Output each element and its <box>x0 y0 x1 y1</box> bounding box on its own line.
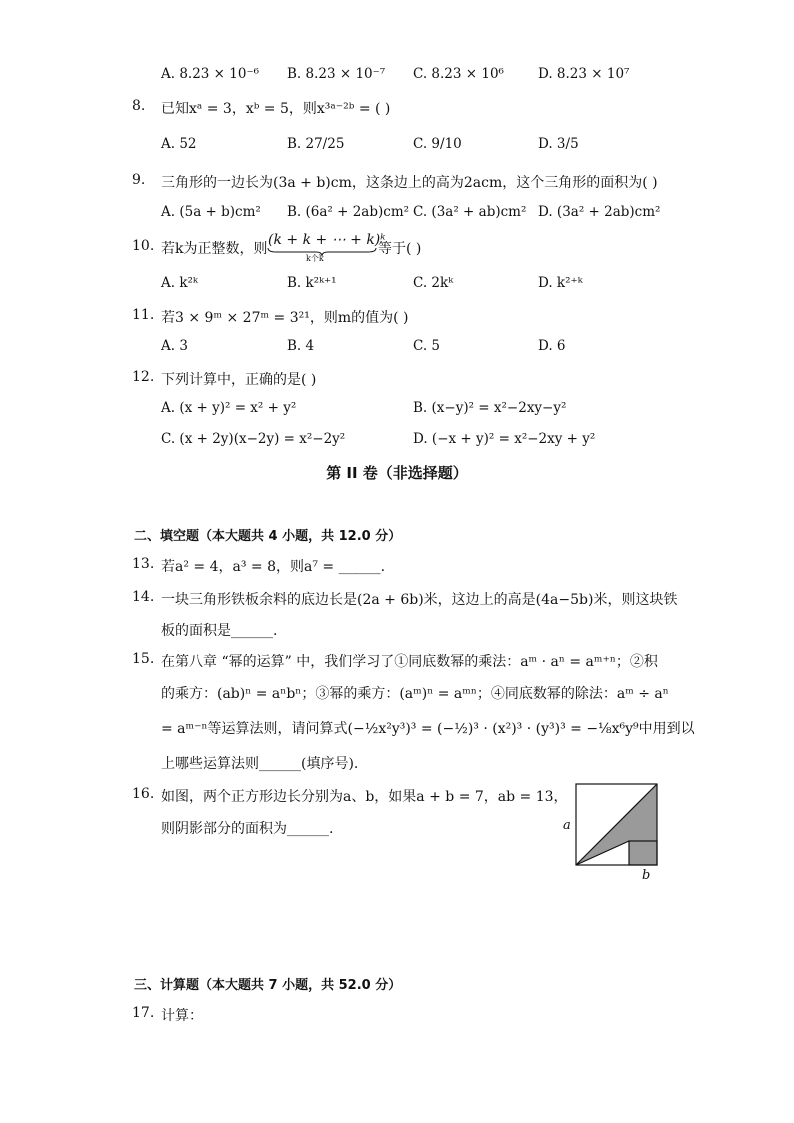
squares-figure <box>574 783 660 867</box>
q8-option-a: A. 52 <box>161 136 197 152</box>
q7-option-d: D. 8.23 × 10⁷ <box>538 66 630 82</box>
q10-brace-label: k个k <box>306 254 324 263</box>
q15-line3: = aᵐ⁻ⁿ等运算法则，请问算式(−½x²y³)³ = (−½)³ · (x²)³ · (y³)³ = −⅛x⁶y⁹中用到以 <box>161 721 695 737</box>
part2-title: 第 II 卷（非选择题） <box>326 464 468 482</box>
q8-number: 8. <box>132 98 146 114</box>
q17-number: 17. <box>132 1005 155 1021</box>
q9-number: 9. <box>132 172 146 188</box>
q10-expression: (k + k + ⋯ + k)ᵏ <box>268 232 386 248</box>
q11-option-c: C. 5 <box>413 338 441 354</box>
q10-option-c: C. 2kᵏ <box>413 275 454 291</box>
q7-option-c: C. 8.23 × 10⁶ <box>413 66 504 82</box>
q11-option-b: B. 4 <box>287 338 315 354</box>
q10-option-b: B. k²ᵏ⁺¹ <box>287 275 337 291</box>
q15-number: 15. <box>132 651 155 667</box>
q9-stem: 三角形的一边长为(3a + b)cm，这条边上的高为2acm，这个三角形的面积为( ) <box>161 175 658 191</box>
q11-option-d: D. 6 <box>538 338 566 354</box>
q7-option-b: B. 8.23 × 10⁻⁷ <box>287 66 386 82</box>
q11-stem: 若3 × 9ᵐ × 27ᵐ = 3²¹，则m的值为( ) <box>161 310 409 326</box>
q14-number: 14. <box>132 589 155 605</box>
q8-option-c: C. 9/10 <box>413 136 462 152</box>
q11-option-a: A. 3 <box>161 338 188 354</box>
q15-line4: 上哪些运算法则______(填序号). <box>161 756 359 772</box>
q7-option-a: A. 8.23 × 10⁻⁶ <box>161 66 260 82</box>
q8-option-b: B. 27/25 <box>287 136 345 152</box>
q8-option-d: D. 3/5 <box>538 136 579 152</box>
q12-stem: 下列计算中，正确的是( ) <box>161 372 317 388</box>
q12-option-a: A. (x + y)² = x² + y² <box>161 400 297 416</box>
q12-option-d: D. (−x + y)² = x²−2xy + y² <box>413 431 596 447</box>
q10-option-d: D. k²⁺ᵏ <box>538 275 583 291</box>
q13-number: 13. <box>132 556 155 572</box>
figure-label-a: a <box>563 818 571 833</box>
q15-line1: 在第八章 “幂的运算” 中，我们学习了①同底数幂的乘法：aᵐ · aⁿ = aᵐ⁺ⁿ；②积 <box>161 654 658 670</box>
q10-stem-post: 等于( ) <box>378 241 422 257</box>
figure-label-b: b <box>642 868 651 883</box>
q16-line1: 如图，两个正方形边长分别为a、b，如果a + b = 7，ab = 13， <box>161 789 568 805</box>
q13-stem: 若a² = 4，a³ = 8，则a⁷ = ______. <box>161 559 386 575</box>
q17-stem: 计算： <box>161 1008 203 1024</box>
q8-stem: 已知xᵃ = 3，xᵇ = 5，则x³ᵃ⁻²ᵇ = ( ) <box>161 101 391 117</box>
q12-number: 12. <box>132 369 155 385</box>
section3-heading: 三、计算题（本大题共 7 小题，共 52.0 分） <box>134 978 402 993</box>
q12-option-b: B. (x−y)² = x²−2xy−y² <box>413 400 567 416</box>
q9-option-a: A. (5a + b)cm² <box>161 204 261 220</box>
q16-line2: 则阴影部分的面积为______. <box>161 821 334 837</box>
q12-option-c: C. (x + 2y)(x−2y) = x²−2y² <box>161 431 346 447</box>
q9-option-c: C. (3a² + ab)cm² <box>413 204 527 220</box>
q15-line2: 的乘方：(ab)ⁿ = aⁿbⁿ；③幂的乘方：(aᵐ)ⁿ = aᵐⁿ；④同底数幂的除法：aᵐ ÷ aⁿ <box>161 686 669 702</box>
q14-line1: 一块三角形铁板余料的底边长是(2a + 6b)米，这边上的高是(4a−5b)米，则这块铁 <box>161 592 678 608</box>
q11-number: 11. <box>132 307 155 323</box>
q10-number: 10. <box>132 238 155 254</box>
section2-heading: 二、填空题（本大题共 4 小题，共 12.0 分） <box>134 529 402 544</box>
q10-option-a: A. k²ᵏ <box>161 275 198 291</box>
q10-stem-pre: 若k为正整数，则 <box>161 241 268 257</box>
q9-option-b: B. (6a² + 2ab)cm² <box>287 204 410 220</box>
q9-option-d: D. (3a² + 2ab)cm² <box>538 204 661 220</box>
q14-line2: 板的面积是______. <box>161 623 278 639</box>
q16-number: 16. <box>132 786 155 802</box>
